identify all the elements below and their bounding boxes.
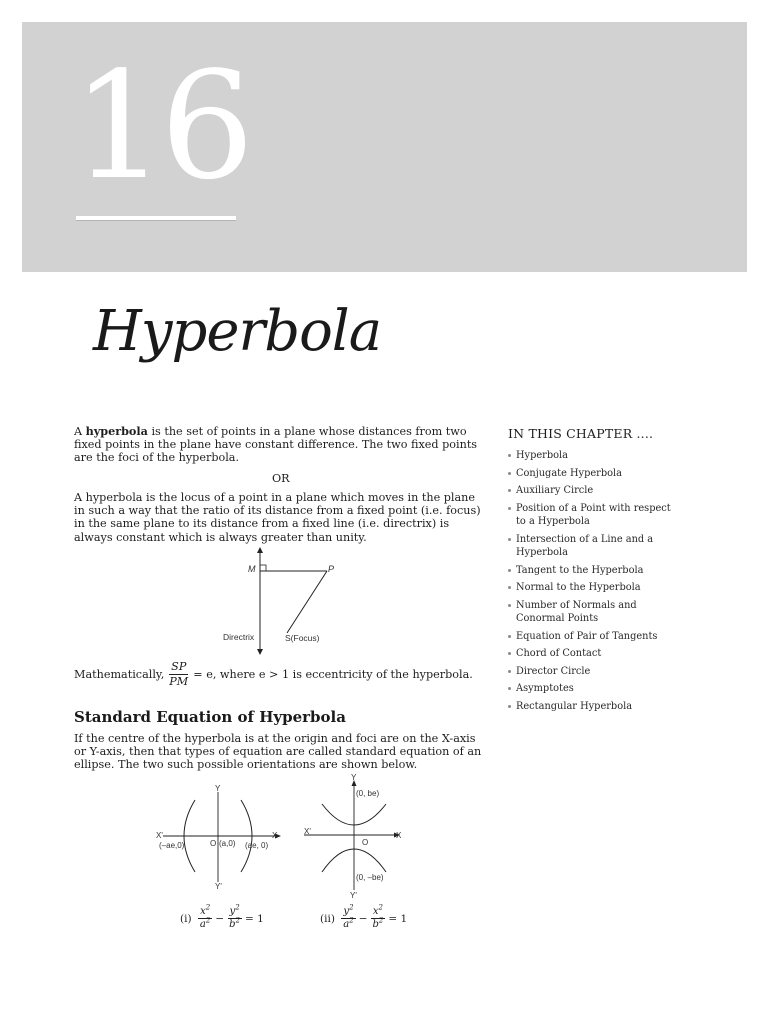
intro-text-end: is the set of points in a plane whose distances from two fixed points in the plane have constant difference. The two fixed points are the foci of the hyperbola. <box>74 425 478 464</box>
eq2-prefix: (ii) <box>320 912 335 925</box>
toc-item: Hyperbola <box>508 449 678 463</box>
section-heading: Standard Equation of Hyperbola <box>74 708 346 726</box>
toc-item: Normal to the Hyperbola <box>508 581 678 595</box>
eq2-frac-x: $\frac{x^2}{b^2}$ <box>372 903 384 930</box>
formula-suffix: = e, where e > 1 is eccentricity of the hyperbola. <box>193 668 473 681</box>
eq1-prefix: (i) <box>180 912 192 925</box>
label-m: M <box>248 564 256 574</box>
toc-item: Chord of Contact <box>508 647 678 661</box>
fig2-x-label: X <box>396 831 402 840</box>
fig2-bottom-focus: (0, –be) <box>356 873 384 882</box>
chapter-rule <box>76 216 236 221</box>
directrix-figure <box>215 545 345 657</box>
intro-paragraph-2: A hyperbola is the locus of a point in a plane which moves in the plane in such a way that the ratio of its distance from a fixed point (i.e. focus) in the same plane to its distance from a fixed line (i.e. directrix) is always constant which is always greater than unity. <box>74 491 481 544</box>
toc-item: Director Circle <box>508 665 678 679</box>
toc-item: Equation of Pair of Tangents <box>508 630 678 644</box>
fig2-top-focus: (0, be) <box>356 789 380 798</box>
equation-horizontal: (i) $\frac{x^2}{a^2}$ − $\frac{y^2}{b^2}$ = 1 <box>180 903 264 930</box>
label-focus: S(Focus) <box>285 633 320 643</box>
fig2-x-prime-label: X' <box>304 827 311 836</box>
chapter-contents-list <box>508 449 678 713</box>
toc-item: Rectangular Hyperbola <box>508 700 678 714</box>
horizontal-hyperbola-figure <box>155 782 290 892</box>
label-directrix: Directrix <box>223 632 255 642</box>
eq2-frac-y: $\frac{y^2}{a^2}$ <box>343 903 354 930</box>
toc-item: Auxiliary Circle <box>508 484 678 498</box>
sidebar-heading: IN THIS CHAPTER .... <box>508 426 654 441</box>
equation-vertical: (ii) $\frac{y^2}{a^2}$ − $\frac{x^2}{b^2}$ = 1 <box>320 903 408 930</box>
formula-prefix: Mathematically, <box>74 668 165 681</box>
toc-item: Position of a Point with respect to a Hyperbola <box>508 502 678 529</box>
fraction-numerator: SP <box>171 660 187 673</box>
fig1-left-focus: (–ae,0) <box>159 841 185 850</box>
fig1-vertex: (a,0) <box>219 839 236 848</box>
fig1-origin: O <box>210 839 217 848</box>
intro-text-start: A <box>74 425 86 438</box>
fig1-y-label: Y <box>215 784 221 793</box>
toc-item: Conjugate Hyperbola <box>508 467 678 481</box>
fraction-denominator: PM <box>169 675 189 688</box>
fig2-origin: O <box>362 838 369 847</box>
chapter-contents-sidebar <box>508 426 678 717</box>
fig1-right-focus: (ae, 0) <box>245 841 269 850</box>
or-separator: OR <box>272 472 290 485</box>
standard-paragraph: If the centre of the hyperbola is at the origin and foci are on the X-axis or Y-axis, then that types of equation are called standard equation of an ellipse. The two such possible orientations are shown below. <box>74 732 482 771</box>
fig2-y-label: Y <box>351 774 357 782</box>
toc-item: Tangent to the Hyperbola <box>508 564 678 578</box>
eccentricity-formula <box>74 660 473 689</box>
toc-item: Intersection of a Line and a Hyperbola <box>508 533 678 560</box>
eq1-frac-y: $\frac{y^2}{b^2}$ <box>229 903 241 930</box>
vertical-hyperbola-figure <box>300 774 410 900</box>
toc-item: Number of Normals and Conormal Points <box>508 599 678 626</box>
chapter-title: Hyperbola <box>93 299 382 364</box>
intro-paragraph-1 <box>74 425 484 464</box>
chapter-number: 16 <box>72 40 249 212</box>
sp-pm-fraction <box>167 660 190 689</box>
fig2-y-prime-label: Y' <box>350 891 357 900</box>
fig1-y-prime-label: Y' <box>215 882 222 891</box>
fig1-x-prime-label: X' <box>156 831 163 840</box>
toc-item: Asymptotes <box>508 682 678 696</box>
label-p: P <box>328 564 335 574</box>
fig1-x-label: X <box>272 831 278 840</box>
eq1-frac-x: $\frac{x^2}{a^2}$ <box>199 903 211 930</box>
intro-term-bold: hyperbola <box>85 424 148 438</box>
